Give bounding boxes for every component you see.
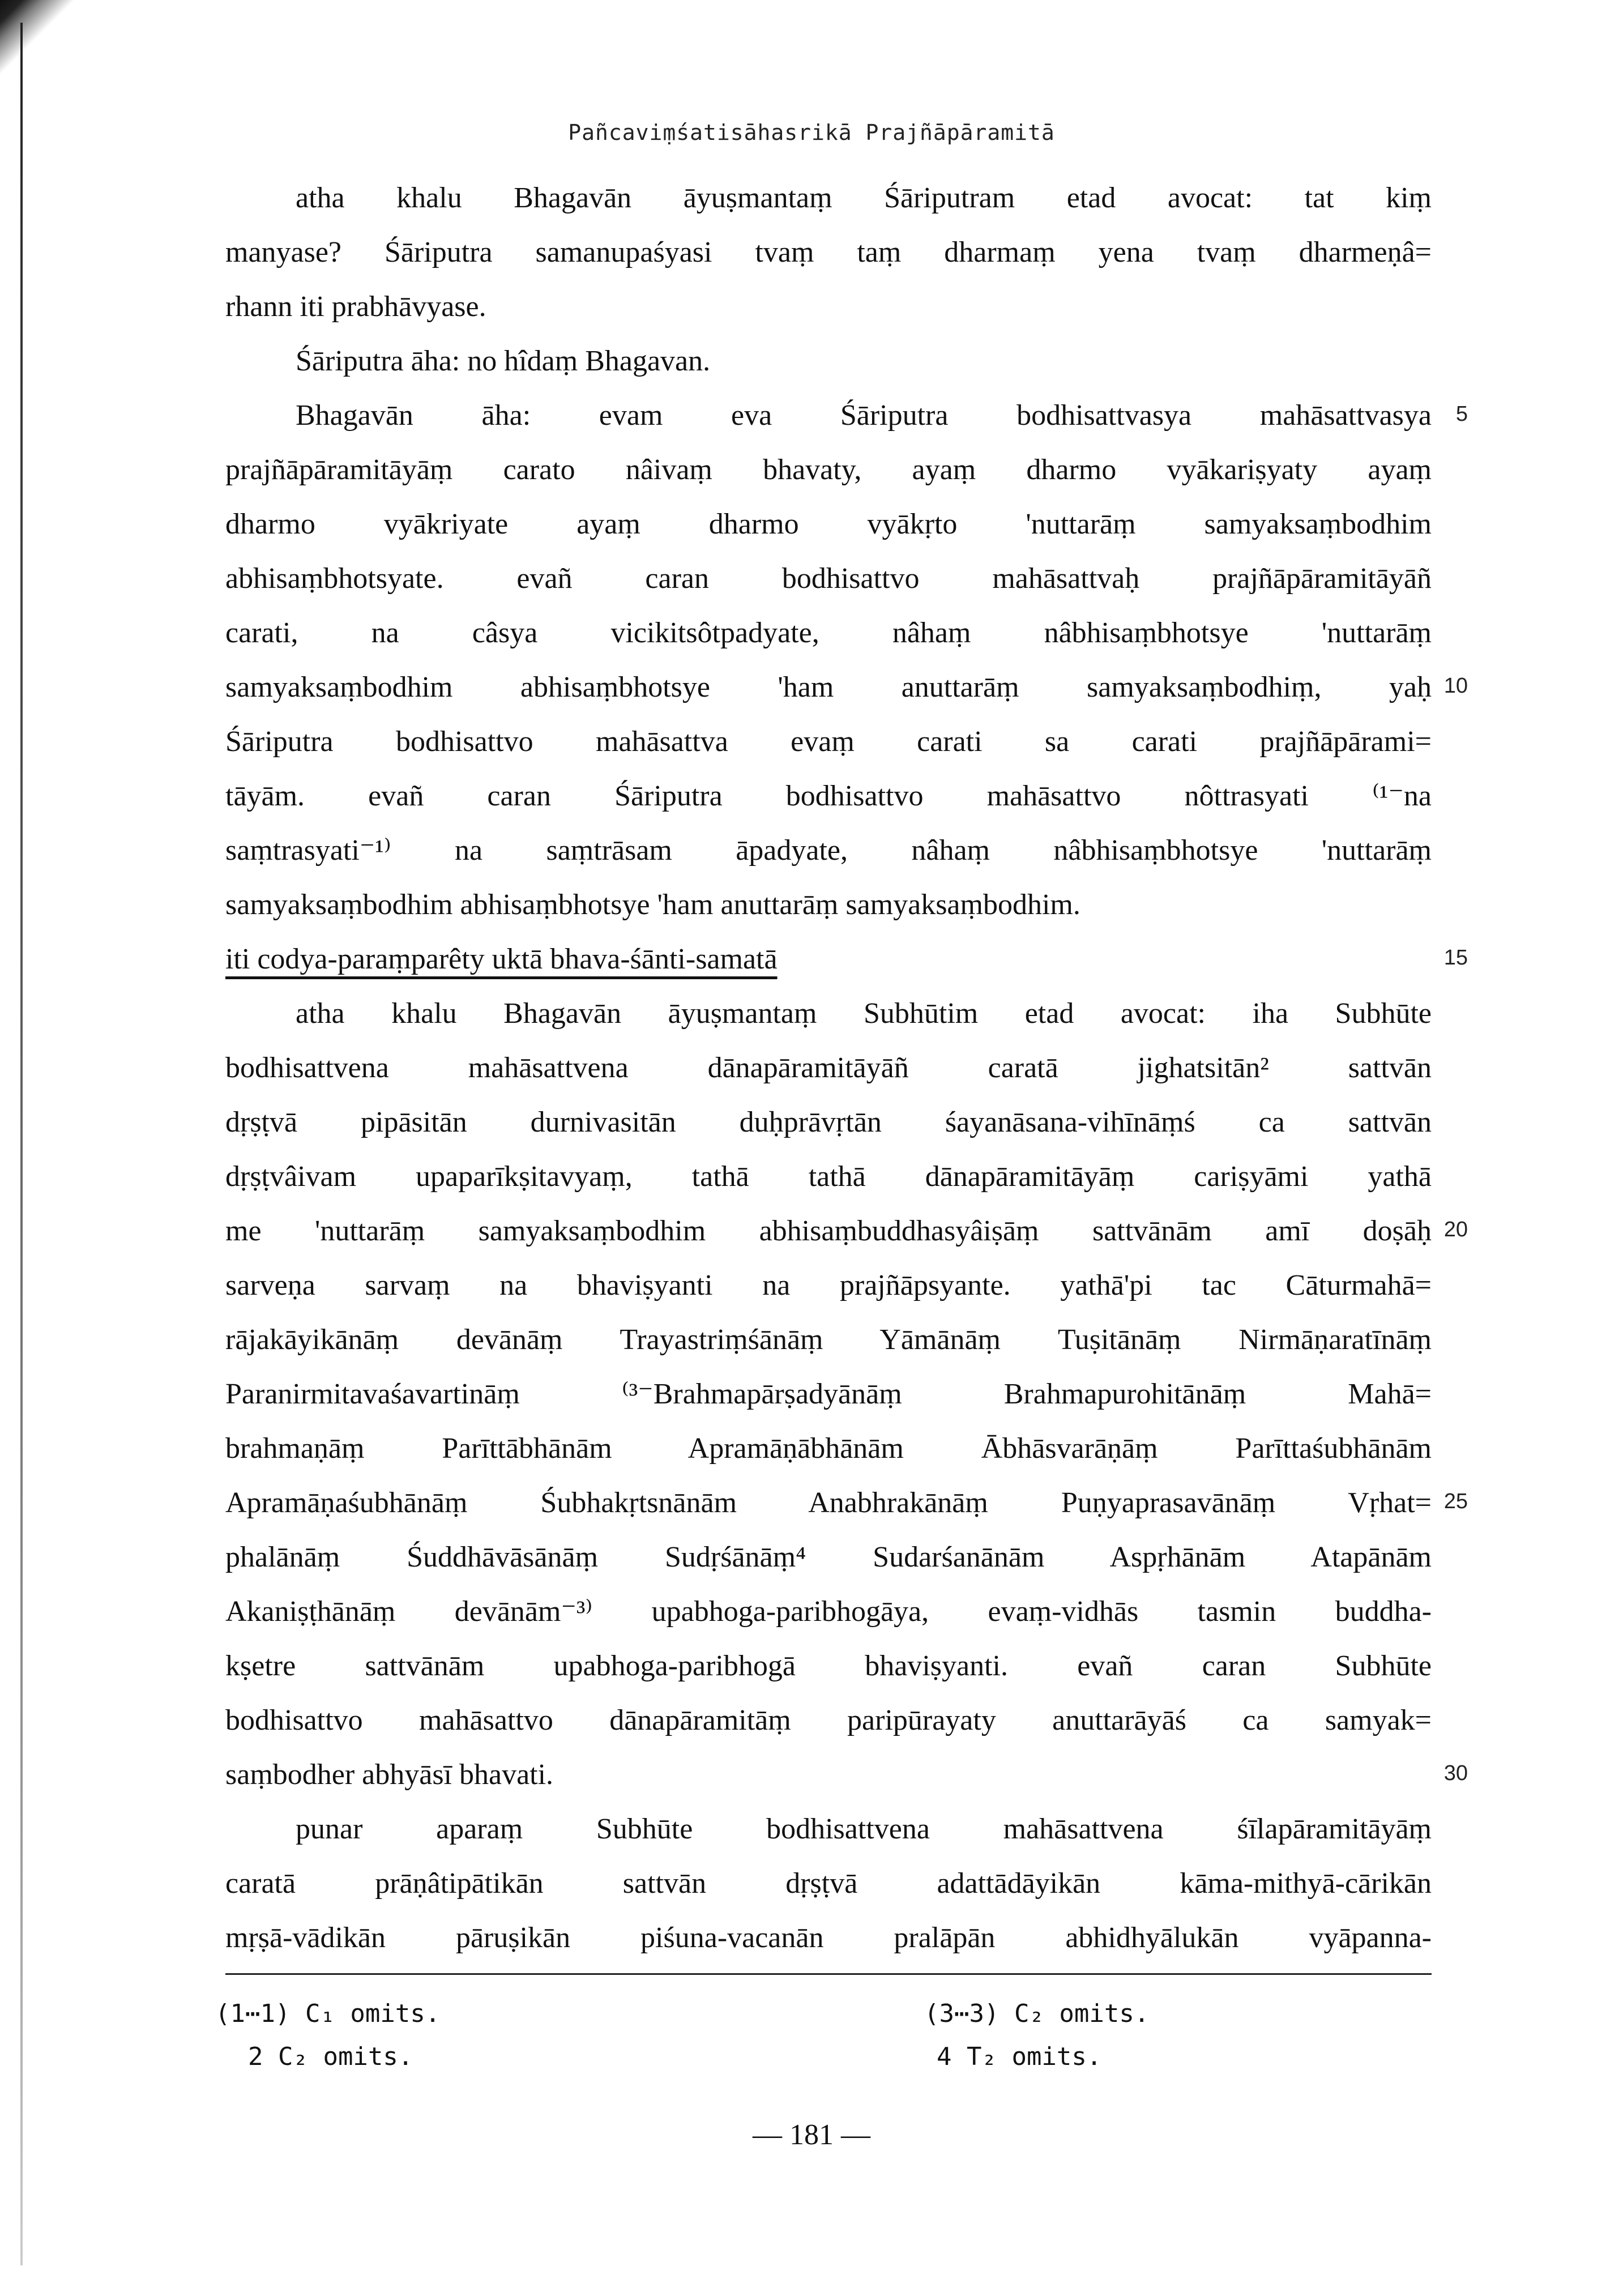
text-line: Akaniṣṭhānāṃ devānām⁻³⁾ upabhoga-paribhogāya, evaṃ-vidhās tasmin buddha- xyxy=(225,1595,1432,1628)
text-line: rājakāyikānāṃ devānāṃ Trayastriṃśānāṃ Yāmānāṃ Tuṣitānāṃ Nirmāṇaratīnāṃ xyxy=(225,1324,1432,1356)
footnote-rule xyxy=(225,1973,1432,1975)
line-number: 15 xyxy=(1443,946,1468,970)
text-line: prajñāpāramitāyāṃ carato nâivaṃ bhavaty, ayaṃ dharmo vyākariṣyaty ayaṃ xyxy=(225,454,1432,486)
text-line: samyaksaṃbodhim abhisaṃbhotsye 'ham anuttarāṃ samyaksaṃbodhiṃ, yaḥ xyxy=(225,671,1432,703)
footnote-1: (1⋯1) C₁ omits. xyxy=(215,1999,441,2028)
text-line: kṣetre sattvānām upabhoga-paribhogā bhaviṣyanti. evañ caran Subhūte xyxy=(225,1650,1432,1682)
text-line: dṛṣṭvā pipāsitān durnivasitān duḥprāvṛtān śayanāsana-vihīnāṃś ca sattvān xyxy=(225,1106,1432,1138)
text-line: Apramāṇaśubhānāṃ Śubhakṛtsnānām Anabhrakānāṃ Puṇyaprasavānāṃ Vṛhat= xyxy=(225,1487,1432,1519)
text-line: Bhagavān āha: evam eva Śāriputra bodhisattvasya mahāsattvasya xyxy=(296,399,1432,432)
text-line: bodhisattvena mahāsattvena dānapāramitāyāñ caratā jighatsitān² sattvān xyxy=(225,1052,1432,1084)
footnote-4: 4 T₂ omits. xyxy=(937,2042,1102,2071)
text-line: bodhisattvo mahāsattvo dānapāramitāṃ paripūrayaty anuttarāyāś ca samyak= xyxy=(225,1704,1432,1736)
text-line: Śāriputra bodhisattvo mahāsattva evaṃ carati sa carati prajñāpārami= xyxy=(225,725,1432,758)
text-line: caratā prāṇâtipātikān sattvān dṛṣṭvā adattādāyikān kāma-mithyā-cārikān xyxy=(225,1867,1432,1900)
text-line: manyase? Śāriputra samanupaśyasi tvaṃ taṃ dharmaṃ yena tvaṃ dharmeṇâ= xyxy=(225,236,1432,268)
text-line: saṃtrasyati⁻¹⁾ na saṃtrāsam āpadyate, nâhaṃ nâbhisaṃbhotsye 'nuttarāṃ xyxy=(225,834,1432,867)
page-number: — 181 — xyxy=(753,2119,870,2151)
text-line: sarveṇa sarvaṃ na bhaviṣyanti na prajñāpsyante. yathā'pi tac Cāturmahā= xyxy=(225,1269,1432,1301)
text-line: abhisaṃbhotsyate. evañ caran bodhisattvo mahāsattvaḥ prajñāpāramitāyāñ xyxy=(225,562,1432,595)
text-line: Paranirmitavaśavartināṃ ⁽³⁻Brahmapārṣadyānāṃ Brahmapurohitānāṃ Mahā= xyxy=(225,1378,1432,1410)
scan-corner-shadow xyxy=(0,0,91,96)
footnote-3: (3⋯3) C₂ omits. xyxy=(924,1999,1150,2028)
scan-edge-shadow xyxy=(20,23,23,2265)
line-number: 30 xyxy=(1443,1761,1468,1785)
footnote-2: 2 C₂ omits. xyxy=(248,2042,413,2071)
main-text xyxy=(225,171,1432,1965)
section-colophon: iti codya-paraṃparêty uktā bhava-śānti-samatā xyxy=(225,943,778,975)
text-line: brahmaṇāṃ Parīttābhānām Apramāṇābhānām Ābhāsvarāṇāṃ Parīttaśubhānām xyxy=(225,1432,1432,1465)
text-line: dharmo vyākriyate ayaṃ dharmo vyākṛto 'nuttarāṃ samyaksaṃbodhim xyxy=(225,508,1432,540)
running-head: Pañcaviṃśatisāhasrikā Prajñāpāramitā xyxy=(568,120,1055,145)
line-number: 20 xyxy=(1443,1218,1468,1241)
text-line: mṛṣā-vādikān pāruṣikān piśuna-vacanān pralāpān abhidhyālukān vyāpanna- xyxy=(225,1922,1432,1954)
text-line: tāyām. evañ caran Śāriputra bodhisattvo mahāsattvo nôttrasyati ⁽¹⁻na xyxy=(225,780,1432,812)
text-line: me 'nuttarāṃ samyaksaṃbodhim abhisaṃbuddhasyâiṣāṃ sattvānām amī doṣāḥ xyxy=(225,1215,1432,1247)
line-number: 25 xyxy=(1443,1490,1468,1513)
text-line: carati, na câsya vicikitsôtpadyate, nâhaṃ nâbhisaṃbhotsye 'nuttarāṃ xyxy=(225,617,1432,649)
text-line: samyaksaṃbodhim abhisaṃbhotsye 'ham anuttarāṃ samyaksaṃbodhim. xyxy=(225,889,1080,921)
text-line: dṛṣṭvâivam upaparīkṣitavyaṃ, tathā tathā dānapāramitāyāṃ cariṣyāmi yathā xyxy=(225,1160,1432,1193)
text-line: atha khalu Bhagavān āyuṣmantaṃ Śāriputram etad avocat: tat kiṃ xyxy=(296,182,1432,214)
line-number: 10 xyxy=(1443,674,1468,698)
text-line: Śāriputra āha: no hîdaṃ Bhagavan. xyxy=(296,345,711,377)
text-line: rhann iti prabhāvyase. xyxy=(225,291,486,323)
text-line: punar aparaṃ Subhūte bodhisattvena mahāsattvena śīlapāramitāyāṃ xyxy=(296,1813,1432,1845)
line-number: 5 xyxy=(1455,402,1468,426)
text-line: phalānāṃ Śuddhāvāsānāṃ Sudṛśānāṃ⁴ Sudarśanānām Aspṛhānām Atapānām xyxy=(225,1541,1432,1573)
text-line: saṃbodher abhyāsī bhavati. xyxy=(225,1759,554,1791)
text-line: atha khalu Bhagavān āyuṣmantaṃ Subhūtim etad avocat: iha Subhūte xyxy=(296,997,1432,1030)
